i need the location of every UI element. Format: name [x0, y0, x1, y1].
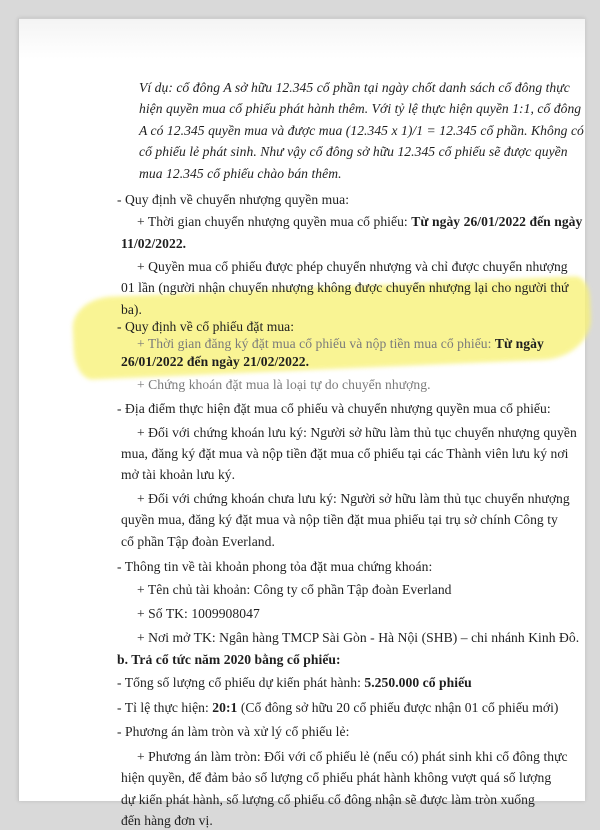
- location-undeposited-line-1: + Đối với chứng khoán chưa lưu ký: Người sở hữu làm thủ tục chuyển nhượng: [137, 491, 570, 506]
- dividend-ratio: - Tỉ lệ thực hiện: 20:1 (Cổ đông sở hữu 20 cổ phiếu được nhận 01 cổ phiếu mới): [117, 700, 559, 715]
- page-top-shadow: [19, 19, 585, 59]
- document-page: [18, 18, 585, 828]
- location-undeposited-line-2: quyền mua, đăng ký đặt mua và nộp tiền đặt mua phiếu tại trụ sở chính Công ty: [121, 512, 558, 527]
- location-deposited-line-3: mở tài khoản lưu ký.: [121, 467, 236, 482]
- account-number: + Số TK: 1009908047: [137, 606, 260, 621]
- location-heading: - Địa điểm thực hiện đặt mua cổ phiếu và chuyển nhượng quyền mua cổ phiếu:: [117, 401, 551, 416]
- dividend-title: b. Trả cổ tức năm 2020 bằng cổ phiếu:: [117, 652, 341, 667]
- subscription-rules-heading: - Quy định về cổ phiếu đặt mua:: [117, 319, 295, 334]
- location-deposited-line-2: mua, đăng ký đặt mua và nộp tiền đặt mua cổ phiếu tại các Thành viên lưu ký nơi: [121, 446, 569, 461]
- rounding-line-4: đến hàng đơn vị.: [121, 813, 213, 828]
- rounding-line-2: hiện quyền, để đảm bảo số lượng cổ phiếu phát hành không vượt quá số lượng: [121, 770, 552, 785]
- transfer-rules-heading: - Quy định về chuyển nhượng quyền mua:: [117, 192, 350, 207]
- dividend-total: - Tổng số lượng cổ phiếu dự kiến phát hành: 5.250.000 cổ phiếu: [117, 675, 472, 690]
- rounding-line-1: + Phương án làm tròn: Đối với cổ phiếu lẻ (nếu có) phát sinh khi cổ đông thực: [137, 749, 568, 764]
- account-heading: - Thông tin về tài khoản phong tỏa đặt mua chứng khoán:: [117, 559, 433, 574]
- example-line-3: A có 12.345 quyền mua và được mua (12.345 x 1)/1 = 12.345 cổ phần. Không có: [139, 123, 584, 138]
- rounding-line-3: dự kiến phát hành, số lượng cổ phiếu cổ đông nhận sẽ được làm tròn xuống: [121, 792, 535, 807]
- subscription-time-line-1: + Thời gian đăng ký đặt mua cổ phiếu và nộp tiền mua cổ phiếu: Từ ngày: [137, 336, 544, 351]
- transfer-time-line-1: + Thời gian chuyển nhượng quyền mua cổ phiếu: Từ ngày 26/01/2022 đến ngày: [137, 214, 583, 229]
- example-line-4: cổ phiếu lẻ phát sinh. Như vậy cổ đông sở hữu 12.345 cổ phiếu sẽ được quyền: [139, 144, 568, 159]
- location-deposited-line-1: + Đối với chứng khoán lưu ký: Người sở hữu làm thủ tục chuyển nhượng quyền: [137, 425, 577, 440]
- transfer-time-line-2: 11/02/2022.: [121, 236, 187, 251]
- rounding-heading: - Phương án làm tròn và xử lý cổ phiếu lẻ:: [117, 724, 350, 739]
- account-holder: + Tên chủ tài khoản: Công ty cổ phần Tập đoàn Everland: [137, 582, 452, 597]
- transfer-limit-line-1: + Quyền mua cổ phiếu được phép chuyển nhượng và chỉ được chuyển nhượng: [137, 259, 568, 274]
- transfer-limit-line-3: ba).: [121, 302, 142, 317]
- example-line-5: mua 12.345 cổ phiếu chào bán thêm.: [139, 166, 342, 181]
- example-line-2: hiện quyền mua cổ phiếu phát hành thêm. Với tỷ lệ thực hiện quyền 1:1, cổ đông: [139, 101, 582, 116]
- location-undeposited-line-3: cổ phần Tập đoàn Everland.: [121, 534, 275, 549]
- example-line-1: Ví dụ: cổ đông A sở hữu 12.345 cổ phần tại ngày chốt danh sách cổ đông thực: [139, 80, 570, 95]
- transfer-limit-line-2: 01 lần (người nhận chuyển nhượng không được chuyển nhượng lại cho người thứ: [121, 280, 569, 295]
- subscription-free-transfer: + Chứng khoán đặt mua là loại tự do chuyển nhượng.: [137, 377, 431, 392]
- subscription-time-line-2: 26/01/2022 đến ngày 21/02/2022.: [121, 354, 310, 369]
- account-bank: + Nơi mở TK: Ngân hàng TMCP Sài Gòn - Hà Nội (SHB) – chi nhánh Kinh Đô.: [137, 630, 580, 645]
